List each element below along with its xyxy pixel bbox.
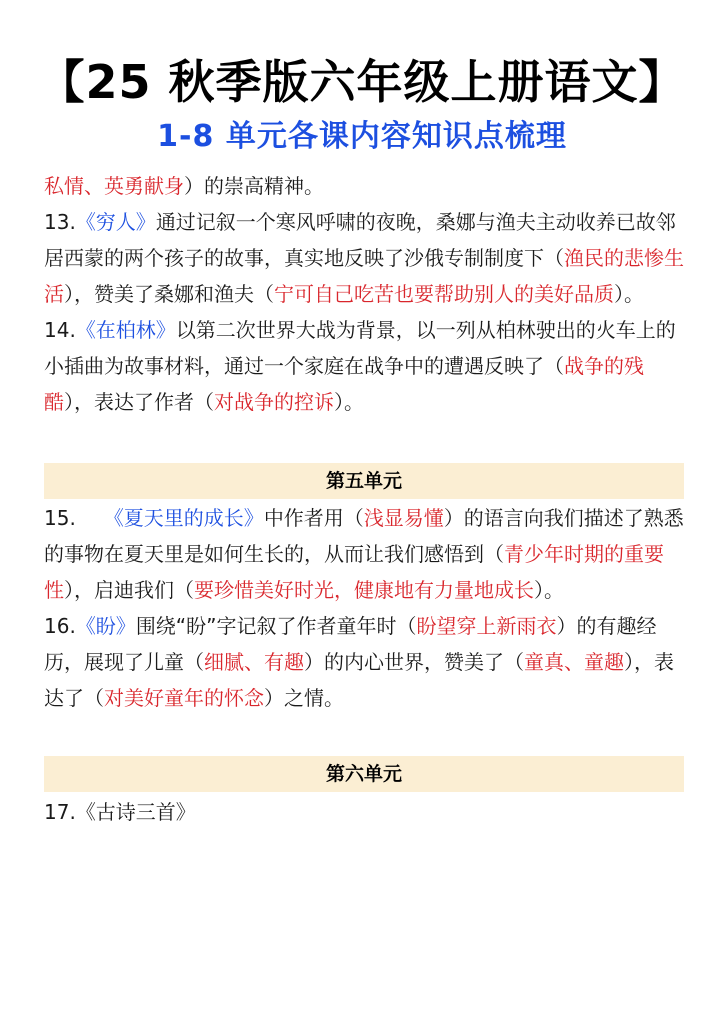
answer-text: 要珍惜美好时光，健康地有力量地成长 <box>194 578 534 602</box>
section-header-unit-6: 第六单元 <box>44 756 684 792</box>
answer-text: 宁可自己吃苦也要帮助别人的美好品质 <box>274 282 614 306</box>
answer-text: 私情、英勇献身 <box>44 174 184 198</box>
answer-text: 对战争的控诉 <box>214 390 334 414</box>
answer-text: 对美好童年的怀念 <box>104 686 264 710</box>
lesson-title: 《盼》 <box>75 614 136 638</box>
answer-text: 浅显易懂 <box>363 506 444 530</box>
section-header-unit-5: 第五单元 <box>44 463 684 499</box>
body-text: ）的内心世界，赞美了（ <box>304 650 524 674</box>
lesson-16-paragraph <box>44 608 684 716</box>
paragraph-continued <box>44 168 684 204</box>
lesson-13-paragraph <box>44 204 684 312</box>
lesson-15-paragraph <box>44 500 684 608</box>
lesson-14-paragraph <box>44 312 684 420</box>
body-text: 中作者用（ <box>263 506 364 530</box>
body-text: 以第二次世界大战为背景，以一列从柏林驶出的火车上的小插曲为故事材料，通过一个家庭在战争中的遭遇反映了（ <box>44 318 676 378</box>
body-text: ），启迪我们（ <box>64 578 194 602</box>
body-text: 围绕“盼”字记叙了作者童年时（ <box>135 614 417 638</box>
lesson-title: 《古诗三首》 <box>75 800 196 824</box>
body-text: ），赞美了桑娜和渔夫（ <box>64 282 274 306</box>
lesson-number: 17. <box>44 800 76 824</box>
body-text: ）的有趣经历，展现了儿童（ <box>44 614 657 674</box>
page-title: 【25 秋季版六年级上册语文】 <box>38 55 686 109</box>
body-text: ），表达了作者（ <box>64 390 214 414</box>
answer-text: 渔民的悲惨生活 <box>44 246 684 306</box>
lesson-number: 16. <box>44 614 76 638</box>
body-text: 通过记叙一个寒风呼啸的夜晚，桑娜与渔夫主动收养已故邻居西蒙的两个孩子的故事，真实地反映了沙俄专制制度下（ <box>44 210 676 270</box>
lesson-title: 《穷人》 <box>75 210 156 234</box>
body-text: ）的崇高精神。 <box>184 174 324 198</box>
lesson-title: 《在柏林》 <box>75 318 176 342</box>
body-text: ）。 <box>614 282 644 306</box>
lesson-17-paragraph <box>44 794 684 830</box>
lesson-number: 13. <box>44 210 76 234</box>
lesson-title: 《夏天里的成长》 <box>103 506 264 530</box>
lesson-number: 15. <box>44 506 76 530</box>
answer-text: 童真、童趣 <box>524 650 624 674</box>
lesson-number: 14. <box>44 318 76 342</box>
body-text: ）。 <box>534 578 564 602</box>
body-text: ）。 <box>334 390 364 414</box>
notes-content <box>44 168 684 830</box>
answer-text: 战争的残酷 <box>44 354 644 414</box>
body-text: ）之情。 <box>264 686 344 710</box>
body-text: ）的语言向我们描述了熟悉的事物在夏天里是如何生长的，从而让我们感悟到（ <box>44 506 684 566</box>
answer-text: 青少年时期的重要性 <box>44 542 664 602</box>
answer-text: 细腻、有趣 <box>204 650 304 674</box>
page-subtitle: 1-8 单元各课内容知识点梳理 <box>157 119 567 154</box>
body-text: ），表达了（ <box>44 650 674 710</box>
answer-text: 盼望穿上新雨衣 <box>416 614 557 638</box>
